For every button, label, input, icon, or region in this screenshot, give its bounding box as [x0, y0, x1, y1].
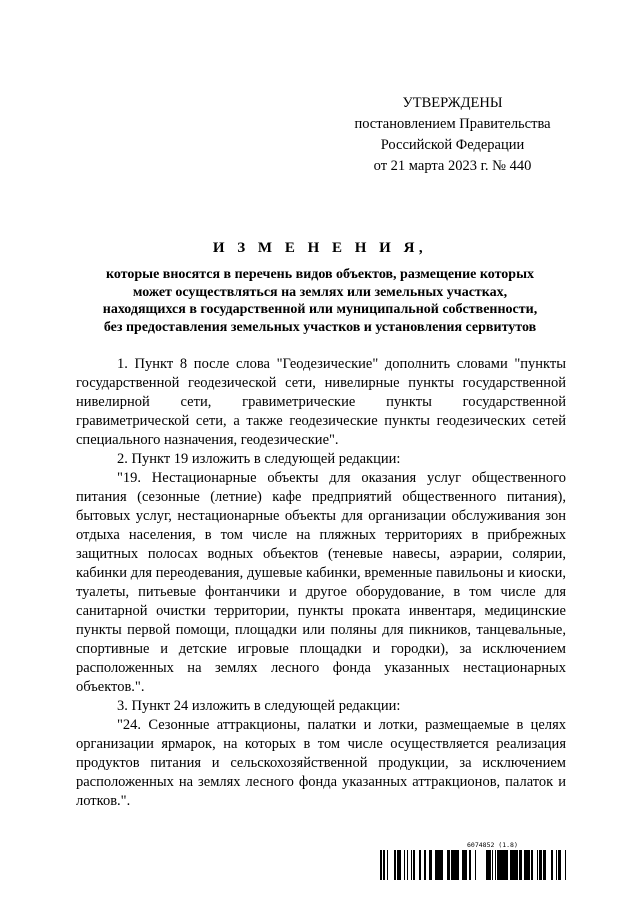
barcode-caption: 6074852 (1.8) [467, 841, 518, 849]
approval-line-date: от 21 марта 2023 г. № 440 [373, 158, 532, 174]
document-subtitle [60, 266, 580, 336]
approval-line-decree: постановлением Правительства [354, 116, 551, 132]
subtitle-line-3: находящихся в государственной или муниципальной собственности, [102, 302, 538, 317]
approval-line-federation: Российской Федерации [380, 137, 525, 153]
paragraph-item-2: 2. Пункт 19 изложить в следующей редакции: [117, 451, 401, 467]
barcode-block [380, 841, 570, 881]
subtitle-line-4: без предоставления земельных участков и установления сервитутов [103, 319, 537, 335]
paragraph-quote-19: "19. Нестационарные объекты для оказания услуг общественного питания (сезонные (летние) кафе предприятий общественного питания), бытовых услуг, нестационарные объекты для организации обслуживания зон отдыха населения, в том числе на пляжных территориях в прибрежных защитных полосах водных объектов (теневые навесы, аэрарии, солярии, кабинки для переодевания, душевые кабинки, временные павильоны и киоски, туалеты, питьевые фонтанчики и другое оборудование, в том числе для санитарной очистки территории, пункты проката инвентаря, медицинские пункты первой помощи, площадки или поляны для пикников, танцевальные, спортивные и детские игровые площадки и городки), за исключением расположенных на землях лесного фонда указанных нестационарных объектов.". [76, 470, 566, 695]
approval-title: УТВЕРЖДЕНЫ [402, 95, 503, 111]
document-title: И З М Е Н Е Н И Я, [212, 240, 428, 256]
subtitle-line-1: которые вносятся в перечень видов объектов, размещение которых [105, 267, 534, 282]
document-body [76, 355, 566, 811]
approval-stamp [340, 93, 565, 177]
subtitle-line-2: может осуществляться на землях или земельных участках, [132, 284, 508, 300]
paragraph-item-3: 3. Пункт 24 изложить в следующей редакции: [117, 698, 401, 714]
barcode-icon [380, 850, 570, 880]
paragraph-item-1: 1. Пункт 8 после слова "Геодезические" дополнить словами "пункты государственной геодезической сети, нивелирные пункты государственной нивелирной сети, гравиметрические пункты государственной гравиметрической сети, а также геодезические пункты геодезических сетей специального назначения, геодезические". [76, 356, 566, 448]
paragraph-quote-24: "24. Сезонные аттракционы, палатки и лотки, размещаемые в целях организации ярмарок, на которых в том числе осуществляется реализация продуктов питания и сельскохозяйственной продукции, за исключением расположенных на землях лесного фонда указанных аттракционов, палаток и лотков.". [76, 717, 566, 809]
